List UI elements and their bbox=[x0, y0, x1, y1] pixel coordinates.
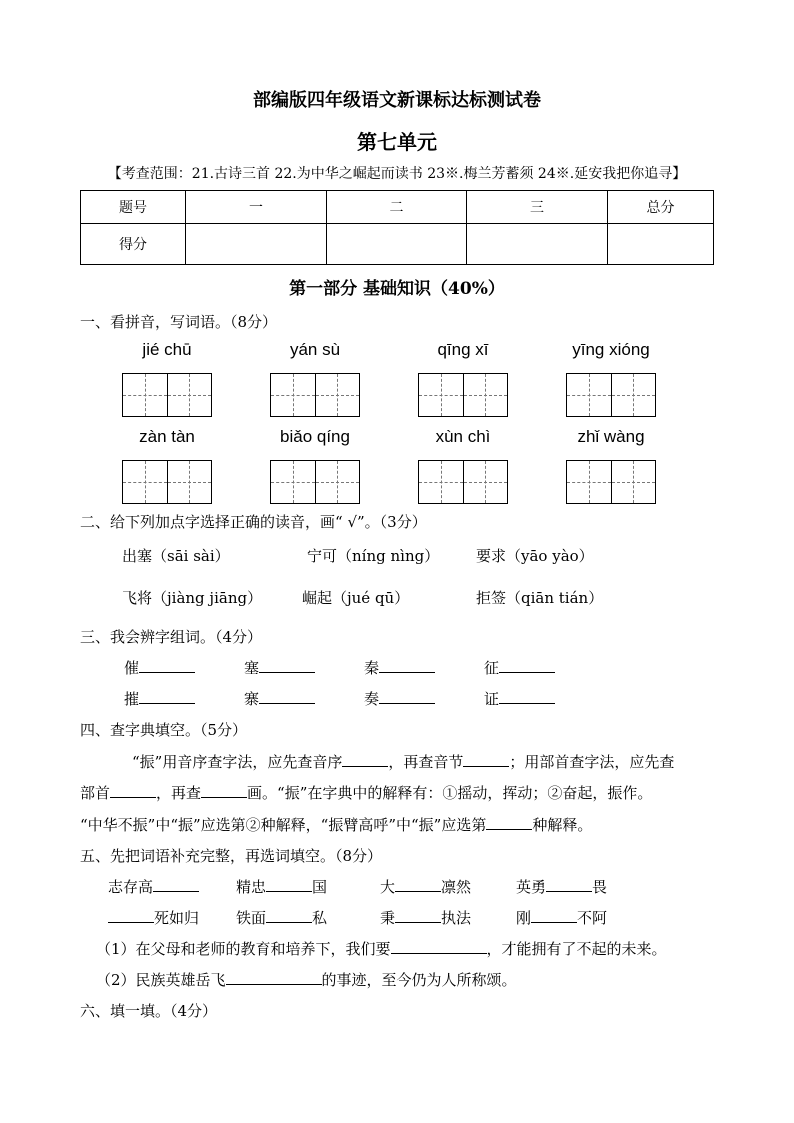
answer-blank[interactable] bbox=[259, 657, 315, 673]
answer-blank[interactable] bbox=[531, 907, 577, 923]
part1-title: 第一部分 基础知识（40%） bbox=[289, 279, 505, 299]
idiom-item bbox=[108, 907, 199, 928]
idiom-text: 国 bbox=[312, 878, 328, 896]
q4-line-1 bbox=[132, 751, 674, 772]
q4-text: ；用部首查字法，应先查 bbox=[509, 753, 675, 771]
writing-grid[interactable] bbox=[566, 460, 656, 504]
answer-blank[interactable] bbox=[395, 907, 441, 923]
score-table-cell: 三 bbox=[467, 191, 608, 224]
q4-text: 画。“振”在字典中的解释有：①摇动，挥动；②奋起，振作。 bbox=[247, 784, 653, 802]
pinyin-label: biǎo qíng bbox=[280, 427, 350, 446]
score-table-cell: 得分 bbox=[81, 224, 186, 265]
score-input-cell[interactable] bbox=[186, 224, 327, 265]
idiom-text: 畏 bbox=[592, 878, 608, 896]
writing-grid[interactable] bbox=[566, 373, 656, 417]
idiom-item bbox=[516, 876, 607, 897]
char-label: 塞 bbox=[244, 659, 260, 677]
q1-title: 一、看拼音，写词语。（8分） bbox=[80, 313, 278, 331]
answer-blank[interactable] bbox=[499, 657, 555, 673]
writing-grid[interactable] bbox=[270, 373, 360, 417]
score-table-cell: 一 bbox=[186, 191, 327, 224]
writing-grid[interactable] bbox=[418, 373, 508, 417]
score-table-score-row bbox=[81, 224, 714, 265]
pinyin-label: zàn tàn bbox=[139, 427, 195, 446]
char-label: 寨 bbox=[244, 690, 260, 708]
char-item bbox=[244, 688, 315, 709]
q4-text: ，再查 bbox=[156, 784, 202, 802]
char-item bbox=[484, 688, 555, 709]
idiom-text: 精忠 bbox=[236, 878, 267, 896]
char-label: 摧 bbox=[124, 690, 140, 708]
q3-title: 三、我会辨字组词。（4分） bbox=[80, 628, 263, 646]
sentence-text: ，才能拥有了不起的未来。 bbox=[486, 940, 667, 958]
char-item bbox=[364, 657, 435, 678]
idiom-item bbox=[108, 876, 199, 897]
answer-blank[interactable] bbox=[499, 688, 555, 704]
idiom-text: 凛然 bbox=[441, 878, 472, 896]
answer-blank[interactable] bbox=[266, 907, 312, 923]
answer-blank[interactable] bbox=[110, 782, 156, 798]
char-label: 奏 bbox=[364, 690, 380, 708]
score-input-cell[interactable] bbox=[327, 224, 467, 265]
char-label: 证 bbox=[484, 690, 500, 708]
answer-blank[interactable] bbox=[379, 688, 435, 704]
char-item bbox=[124, 688, 195, 709]
sentence-text: （1）在父母和老师的教育和培养下，我们要 bbox=[96, 940, 391, 958]
q4-text: ，再查音节 bbox=[388, 753, 464, 771]
pinyin-label: qīng xī bbox=[437, 340, 489, 359]
score-input-cell[interactable] bbox=[467, 224, 608, 265]
reading-choice[interactable]: 要求（yāo yào） bbox=[476, 547, 594, 565]
char-item bbox=[364, 688, 435, 709]
idiom-item bbox=[236, 876, 327, 897]
answer-blank[interactable] bbox=[259, 688, 315, 704]
char-item bbox=[484, 657, 555, 678]
q5-sentence-2 bbox=[96, 969, 517, 990]
answer-blank[interactable] bbox=[342, 751, 388, 767]
pinyin-label: yīng xióng bbox=[572, 340, 650, 359]
answer-blank[interactable] bbox=[395, 876, 441, 892]
writing-grid[interactable] bbox=[418, 460, 508, 504]
exam-scope: 【考查范围：21.古诗三首 22.为中华之崛起而读书 23※.梅兰芳蓄须 24※.延安我把你追寻】 bbox=[107, 166, 687, 182]
answer-blank[interactable] bbox=[153, 876, 199, 892]
reading-choice[interactable]: 出塞（sāi sài） bbox=[122, 547, 230, 565]
reading-choice[interactable]: 宁可（níng nìng） bbox=[307, 547, 440, 565]
q4-line-3 bbox=[80, 814, 592, 835]
q4-line-2 bbox=[80, 782, 652, 803]
score-table-header-row bbox=[81, 191, 714, 224]
score-table-cell: 二 bbox=[327, 191, 467, 224]
reading-choice[interactable]: 飞将（jiàng jiāng） bbox=[122, 589, 263, 607]
score-table-cell: 总分 bbox=[608, 191, 714, 224]
answer-blank[interactable] bbox=[379, 657, 435, 673]
score-table bbox=[80, 190, 714, 265]
idiom-text: 志存高 bbox=[108, 878, 154, 896]
reading-choice[interactable]: 崛起（jué qū） bbox=[302, 589, 410, 607]
answer-blank[interactable] bbox=[546, 876, 592, 892]
sentence-text: （2）民族英雄岳飞 bbox=[96, 971, 226, 989]
idiom-text: 不阿 bbox=[577, 909, 608, 927]
writing-grid[interactable] bbox=[122, 373, 212, 417]
sentence-text: 的事迹，至今仍为人所称颂。 bbox=[321, 971, 517, 989]
answer-blank[interactable] bbox=[266, 876, 312, 892]
q4-text: “中华不振”中“振”应选第②种解释，“振臂高呼”中“振”应选第 bbox=[80, 816, 487, 834]
answer-blank[interactable] bbox=[391, 938, 487, 954]
char-item bbox=[244, 657, 315, 678]
q6-title: 六、填一填。（4分） bbox=[80, 1002, 218, 1020]
answer-blank[interactable] bbox=[139, 688, 195, 704]
idiom-item bbox=[236, 907, 327, 928]
idiom-item bbox=[516, 907, 607, 928]
answer-blank[interactable] bbox=[201, 782, 247, 798]
idiom-text: 铁面 bbox=[236, 909, 267, 927]
idiom-text: 大 bbox=[380, 878, 396, 896]
idiom-text: 刚 bbox=[516, 909, 532, 927]
char-label: 秦 bbox=[364, 659, 380, 677]
pinyin-label: xùn chì bbox=[435, 427, 491, 446]
score-table-cell: 题号 bbox=[81, 191, 186, 224]
answer-blank[interactable] bbox=[226, 969, 322, 985]
char-label: 催 bbox=[124, 659, 140, 677]
char-item bbox=[124, 657, 195, 678]
pinyin-label: zhǐ wàng bbox=[577, 427, 645, 446]
pinyin-label: jié chū bbox=[142, 340, 192, 359]
q4-text: 种解释。 bbox=[532, 816, 593, 834]
answer-blank[interactable] bbox=[108, 907, 154, 923]
reading-choice[interactable]: 拒签（qiān tián） bbox=[476, 589, 604, 607]
q4-text: 部首 bbox=[80, 784, 111, 802]
idiom-text: 私 bbox=[312, 909, 328, 927]
idiom-text: 英勇 bbox=[516, 878, 547, 896]
score-input-cell[interactable] bbox=[608, 224, 714, 265]
answer-blank[interactable] bbox=[486, 814, 532, 830]
idiom-text: 秉 bbox=[380, 909, 396, 927]
idiom-item bbox=[380, 876, 471, 897]
q5-sentence-1 bbox=[96, 938, 667, 959]
writing-grid[interactable] bbox=[122, 460, 212, 504]
answer-blank[interactable] bbox=[139, 657, 195, 673]
writing-grid[interactable] bbox=[270, 460, 360, 504]
exam-title: 部编版四年级语文新课标达标测试卷 bbox=[253, 90, 541, 111]
q4-text: “振”用音序查字法，应先查音序 bbox=[132, 753, 343, 771]
idiom-text: 执法 bbox=[441, 909, 472, 927]
q2-title: 二、给下列加点字选择正确的读音，画“ √”。（3分） bbox=[80, 513, 427, 531]
pinyin-label: yán sù bbox=[289, 340, 341, 359]
idiom-item bbox=[380, 907, 471, 928]
q5-title: 五、先把词语补充完整，再选词填空。（8分） bbox=[80, 847, 383, 865]
q4-title: 四、查字典填空。（5分） bbox=[80, 721, 248, 739]
unit-title: 第七单元 bbox=[357, 130, 437, 154]
idiom-text: 死如归 bbox=[154, 909, 200, 927]
answer-blank[interactable] bbox=[463, 751, 509, 767]
char-label: 征 bbox=[484, 659, 500, 677]
